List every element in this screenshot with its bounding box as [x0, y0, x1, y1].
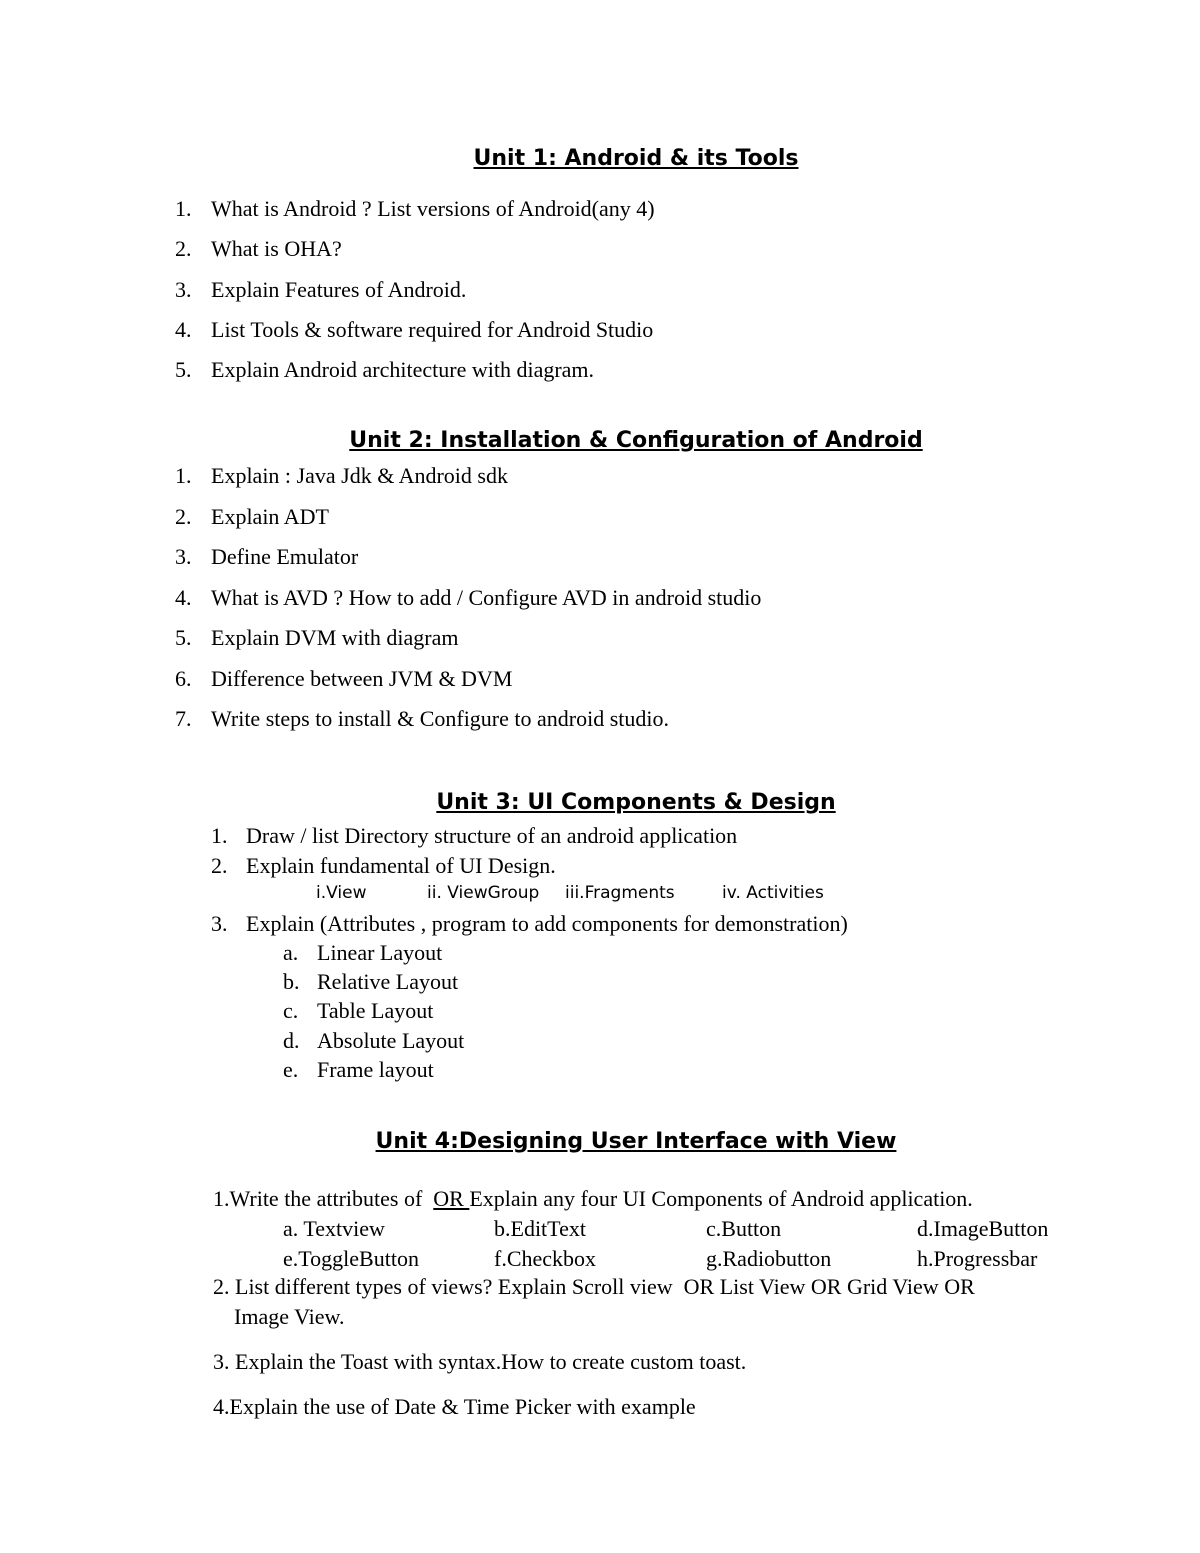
- component-item: a. Textview: [283, 1216, 385, 1241]
- component-item: d.ImageButton: [917, 1216, 1049, 1241]
- question-text: Draw / list Directory structure of an android application: [246, 823, 738, 848]
- unit-1-heading: Unit 1: Android & its Tools: [473, 146, 799, 171]
- question-number: 6.: [175, 666, 192, 691]
- question-number: 4.: [175, 317, 192, 342]
- layout-item: Frame layout: [317, 1057, 434, 1082]
- ui-design-item: iv. Activities: [722, 883, 824, 903]
- component-item: g.Radiobutton: [706, 1246, 832, 1271]
- question-number: 1.: [175, 196, 192, 221]
- question-number: 5.: [175, 625, 192, 650]
- question-text: Explain Android architecture with diagram.: [211, 357, 595, 382]
- question-text: Explain DVM with diagram: [211, 625, 459, 650]
- component-item: e.ToggleButton: [283, 1246, 419, 1271]
- question-2-line-1: 2. List different types of views? Explain Scroll view OR List View OR Grid View OR: [213, 1274, 975, 1299]
- question-number: 3.: [175, 277, 192, 302]
- question-4: 4.Explain the use of Date & Time Picker with example: [213, 1394, 696, 1419]
- question-text: Explain ADT: [211, 504, 329, 529]
- ui-design-item: i.View: [316, 883, 367, 903]
- question-text: What is Android ? List versions of Android(any 4): [211, 196, 655, 221]
- question-number: 4.: [175, 585, 192, 610]
- component-item: h.Progressbar: [917, 1246, 1038, 1271]
- question-number: 1.: [175, 463, 192, 488]
- question-number: 1.: [211, 823, 228, 848]
- question-text: What is OHA?: [211, 236, 342, 261]
- question-text-start: Write the attributes of: [229, 1186, 434, 1211]
- unit-2-heading: Unit 2: Installation & Configuration of Android: [349, 428, 923, 453]
- layout-letter: a.: [283, 940, 299, 965]
- component-item: c.Button: [706, 1216, 782, 1241]
- ui-design-item: ii. ViewGroup: [427, 883, 540, 903]
- question-text: Define Emulator: [211, 544, 359, 569]
- question-3: 3. Explain the Toast with syntax.How to create custom toast.: [213, 1349, 747, 1374]
- unit-4-heading: Unit 4:Designing User Interface with View: [375, 1129, 897, 1154]
- question-text: Difference between JVM & DVM: [211, 666, 513, 691]
- question-text: Explain (Attributes , program to add components for demonstration): [246, 911, 848, 936]
- question-text: Write steps to install & Configure to android studio.: [211, 706, 670, 731]
- unit-3-heading: Unit 3: UI Components & Design: [436, 790, 836, 815]
- layout-letter: d.: [283, 1028, 300, 1053]
- question-number: 7.: [175, 706, 192, 731]
- question-text: Explain fundamental of UI Design.: [246, 853, 556, 878]
- question-2-line-2: Image View.: [234, 1304, 345, 1329]
- question-number: 2.: [211, 853, 228, 878]
- question-1: [213, 1188, 973, 1210]
- layout-item: Linear Layout: [317, 940, 443, 965]
- question-text: Explain Features of Android.: [211, 277, 467, 302]
- question-number: 3.: [175, 544, 192, 569]
- layout-letter: b.: [283, 969, 300, 994]
- question-number: 5.: [175, 357, 192, 382]
- layout-item: Relative Layout: [317, 969, 459, 994]
- question-text-end: Explain any four UI Components of Android application.: [469, 1186, 973, 1211]
- question-number: 2.: [175, 236, 192, 261]
- question-text: What is AVD ? How to add / Configure AVD in android studio: [211, 585, 762, 610]
- question-number: 1.: [213, 1186, 230, 1211]
- component-item: b.EditText: [494, 1216, 586, 1241]
- layout-letter: e.: [283, 1057, 299, 1082]
- question-text: List Tools & software required for Android Studio: [211, 317, 654, 342]
- ui-design-item: iii.Fragments: [565, 883, 675, 903]
- question-number: 3.: [211, 911, 228, 936]
- layout-item: Table Layout: [317, 998, 434, 1023]
- question-text: Explain : Java Jdk & Android sdk: [211, 463, 508, 488]
- question-number: 2.: [175, 504, 192, 529]
- component-item: f.Checkbox: [494, 1246, 597, 1271]
- layout-item: Absolute Layout: [317, 1028, 465, 1053]
- layout-letter: c.: [283, 998, 299, 1023]
- or-underlined: OR: [433, 1186, 470, 1211]
